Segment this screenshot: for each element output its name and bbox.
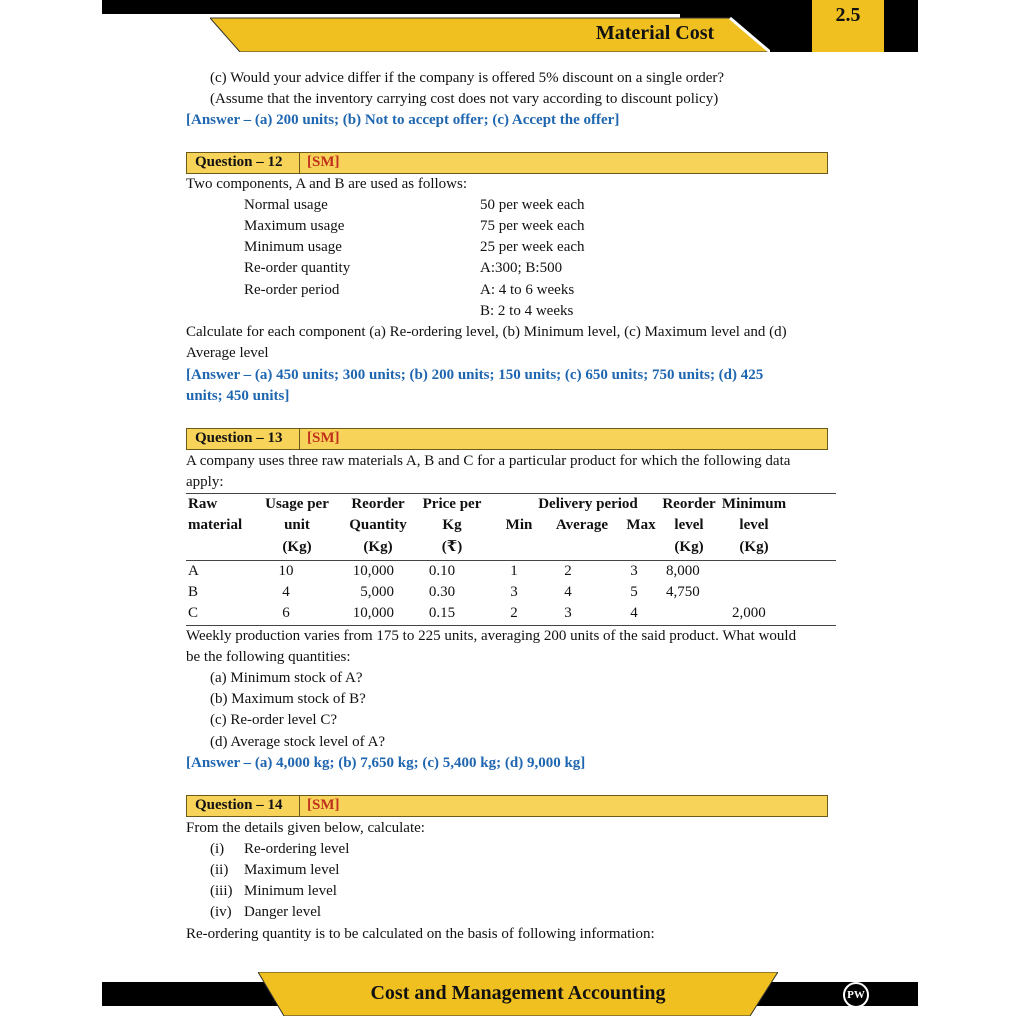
table-cell-reorder-level: 8,000: [666, 563, 700, 579]
table-cell-max: 5: [630, 584, 638, 600]
q13-item: (b) Maximum stock of B?: [210, 691, 366, 707]
table-cell-price: 0.10: [428, 563, 456, 579]
th-delivery-min: Min: [505, 517, 533, 533]
table-cell-avg: 3: [564, 605, 572, 621]
q12-calc-2: Average level: [186, 345, 269, 361]
q13-item: (c) Re-order level C?: [210, 712, 338, 728]
question-12-header: [186, 152, 828, 174]
q12-answer-1: [Answer – (a) 450 units; 300 units; (b) 200 units; 150 units; (c) 650 units; 750 units; (d) 425: [186, 367, 764, 383]
question-label: Question – 14: [195, 797, 283, 813]
q14-item-text: Minimum level: [244, 883, 337, 899]
q12-row-key: Normal usage: [244, 197, 328, 213]
publisher-logo-icon: PW: [843, 982, 869, 1008]
table-cell-material: C: [188, 605, 199, 621]
q12-row-value: 50 per week each: [480, 197, 585, 213]
table-cell-reorder-level: 4,750: [666, 584, 700, 600]
q14-item-number: (ii): [210, 862, 229, 878]
q12-row-value: 25 per week each: [480, 239, 585, 255]
th-delivery-avg: Average: [555, 517, 609, 533]
question-label: Question – 13: [195, 430, 283, 446]
table-cell-min: 3: [510, 584, 518, 600]
q12-row-key: Re-order quantity: [244, 260, 351, 276]
q14-intro: From the details given below, calculate:: [186, 820, 425, 836]
table-cell-min: 1: [510, 563, 518, 579]
q14-item-text: Maximum level: [244, 862, 340, 878]
q13-item: (a) Minimum stock of A?: [210, 670, 363, 686]
q12-row-value: B: 2 to 4 weeks: [480, 303, 574, 319]
intro-line-1: (c) Would your advice differ if the company is offered 5% discount on a single order?: [210, 70, 725, 86]
table-cell-usage: 6: [282, 605, 290, 621]
chapter-title: Material Cost: [595, 22, 715, 44]
th-reorder-qty: Quantity: [349, 517, 407, 533]
th-min-level: level: [739, 517, 769, 533]
q12-calc-1: Calculate for each component (a) Re-ordering level, (b) Minimum level, (c) Maximum level and (d): [186, 324, 787, 340]
question-tag: [SM]: [307, 797, 340, 813]
q14-item-text: Danger level: [244, 904, 322, 920]
table-cell-price: 0.30: [428, 584, 456, 600]
th-price: Kg: [442, 517, 462, 533]
q12-row-key: Minimum usage: [244, 239, 342, 255]
q13-answer: [Answer – (a) 4,000 kg; (b) 7,650 kg; (c) 5,400 kg; (d) 9,000 kg]: [186, 755, 586, 771]
th-raw: material: [188, 517, 243, 533]
question-label: Question – 12: [195, 154, 283, 170]
q14-item-number: (iv): [210, 904, 232, 920]
question-13-header: [186, 428, 828, 450]
q12-row-value: 75 per week each: [480, 218, 585, 234]
q14-item-number: (iii): [210, 883, 233, 899]
table-cell-price: 0.15: [428, 605, 456, 621]
th-min-level: Minimum: [721, 496, 787, 512]
th-delivery-period: Delivery period: [538, 496, 638, 512]
table-cell-max: 3: [630, 563, 638, 579]
th-reorder-qty: Reorder: [351, 496, 405, 512]
page-number: 2.5: [835, 4, 861, 26]
table-cell-usage: 4: [282, 584, 290, 600]
divider: [299, 429, 300, 449]
table-cell-max: 4: [630, 605, 638, 621]
q13-after-1: Weekly production varies from 175 to 225 units, averaging 200 units of the said product. What would: [186, 628, 797, 644]
table-cell-reorder-qty: 5,000: [360, 584, 394, 600]
q14-outro: Re-ordering quantity is to be calculated on the basis of following information:: [186, 926, 655, 942]
q12-row-value: A: 4 to 6 weeks: [480, 282, 575, 298]
th-reorder-level: (Kg): [674, 539, 704, 555]
q13-intro-1: A company uses three raw materials A, B and C for a particular product for which the following data: [186, 453, 791, 469]
q14-item-number: (i): [210, 841, 225, 857]
question-14-header: [186, 795, 828, 817]
table-cell-min: 2: [510, 605, 518, 621]
book-title: Cost and Management Accounting: [370, 982, 666, 1004]
q12-intro: Two components, A and B are used as follows:: [186, 176, 467, 192]
table-cell-avg: 4: [564, 584, 572, 600]
th-min-level: (Kg): [739, 539, 769, 555]
table-cell-reorder-qty: 10,000: [352, 605, 394, 621]
table-cell-material: A: [188, 563, 199, 579]
q13-intro-2: apply:: [186, 474, 224, 490]
q14-item-text: Re-ordering level: [244, 841, 350, 857]
q12-row-value: A:300; B:500: [480, 260, 563, 276]
q12-row-key: Re-order period: [244, 282, 340, 298]
table-cell-avg: 2: [564, 563, 572, 579]
th-reorder-level: Reorder: [662, 496, 716, 512]
th-price: Price per: [422, 496, 482, 512]
intro-line-2: (Assume that the inventory carrying cost does not vary according to discount policy): [210, 91, 719, 107]
table-cell-reorder-qty: 10,000: [352, 563, 394, 579]
q12-row-key: Maximum usage: [244, 218, 345, 234]
table-cell-usage: 10: [278, 563, 294, 579]
th-usage: Usage per: [265, 496, 329, 512]
th-reorder-level: level: [674, 517, 704, 533]
th-reorder-qty: (Kg): [363, 539, 393, 555]
th-delivery-max: Max: [626, 517, 656, 533]
q13-after-2: be the following quantities:: [186, 649, 351, 665]
q12-answer-2: units; 450 units]: [186, 388, 290, 404]
th-raw: Raw: [188, 496, 218, 512]
question-tag: [SM]: [307, 154, 340, 170]
intro-answer: [Answer – (a) 200 units; (b) Not to accept offer; (c) Accept the offer]: [186, 112, 620, 128]
th-usage: unit: [284, 517, 310, 533]
question-tag: [SM]: [307, 430, 340, 446]
th-usage: (Kg): [282, 539, 312, 555]
table-cell-min-level: 2,000: [732, 605, 766, 621]
divider: [299, 153, 300, 173]
divider: [299, 796, 300, 816]
table-cell-material: B: [188, 584, 199, 600]
q13-item: (d) Average stock level of A?: [210, 734, 386, 750]
th-price: (₹): [441, 539, 463, 555]
